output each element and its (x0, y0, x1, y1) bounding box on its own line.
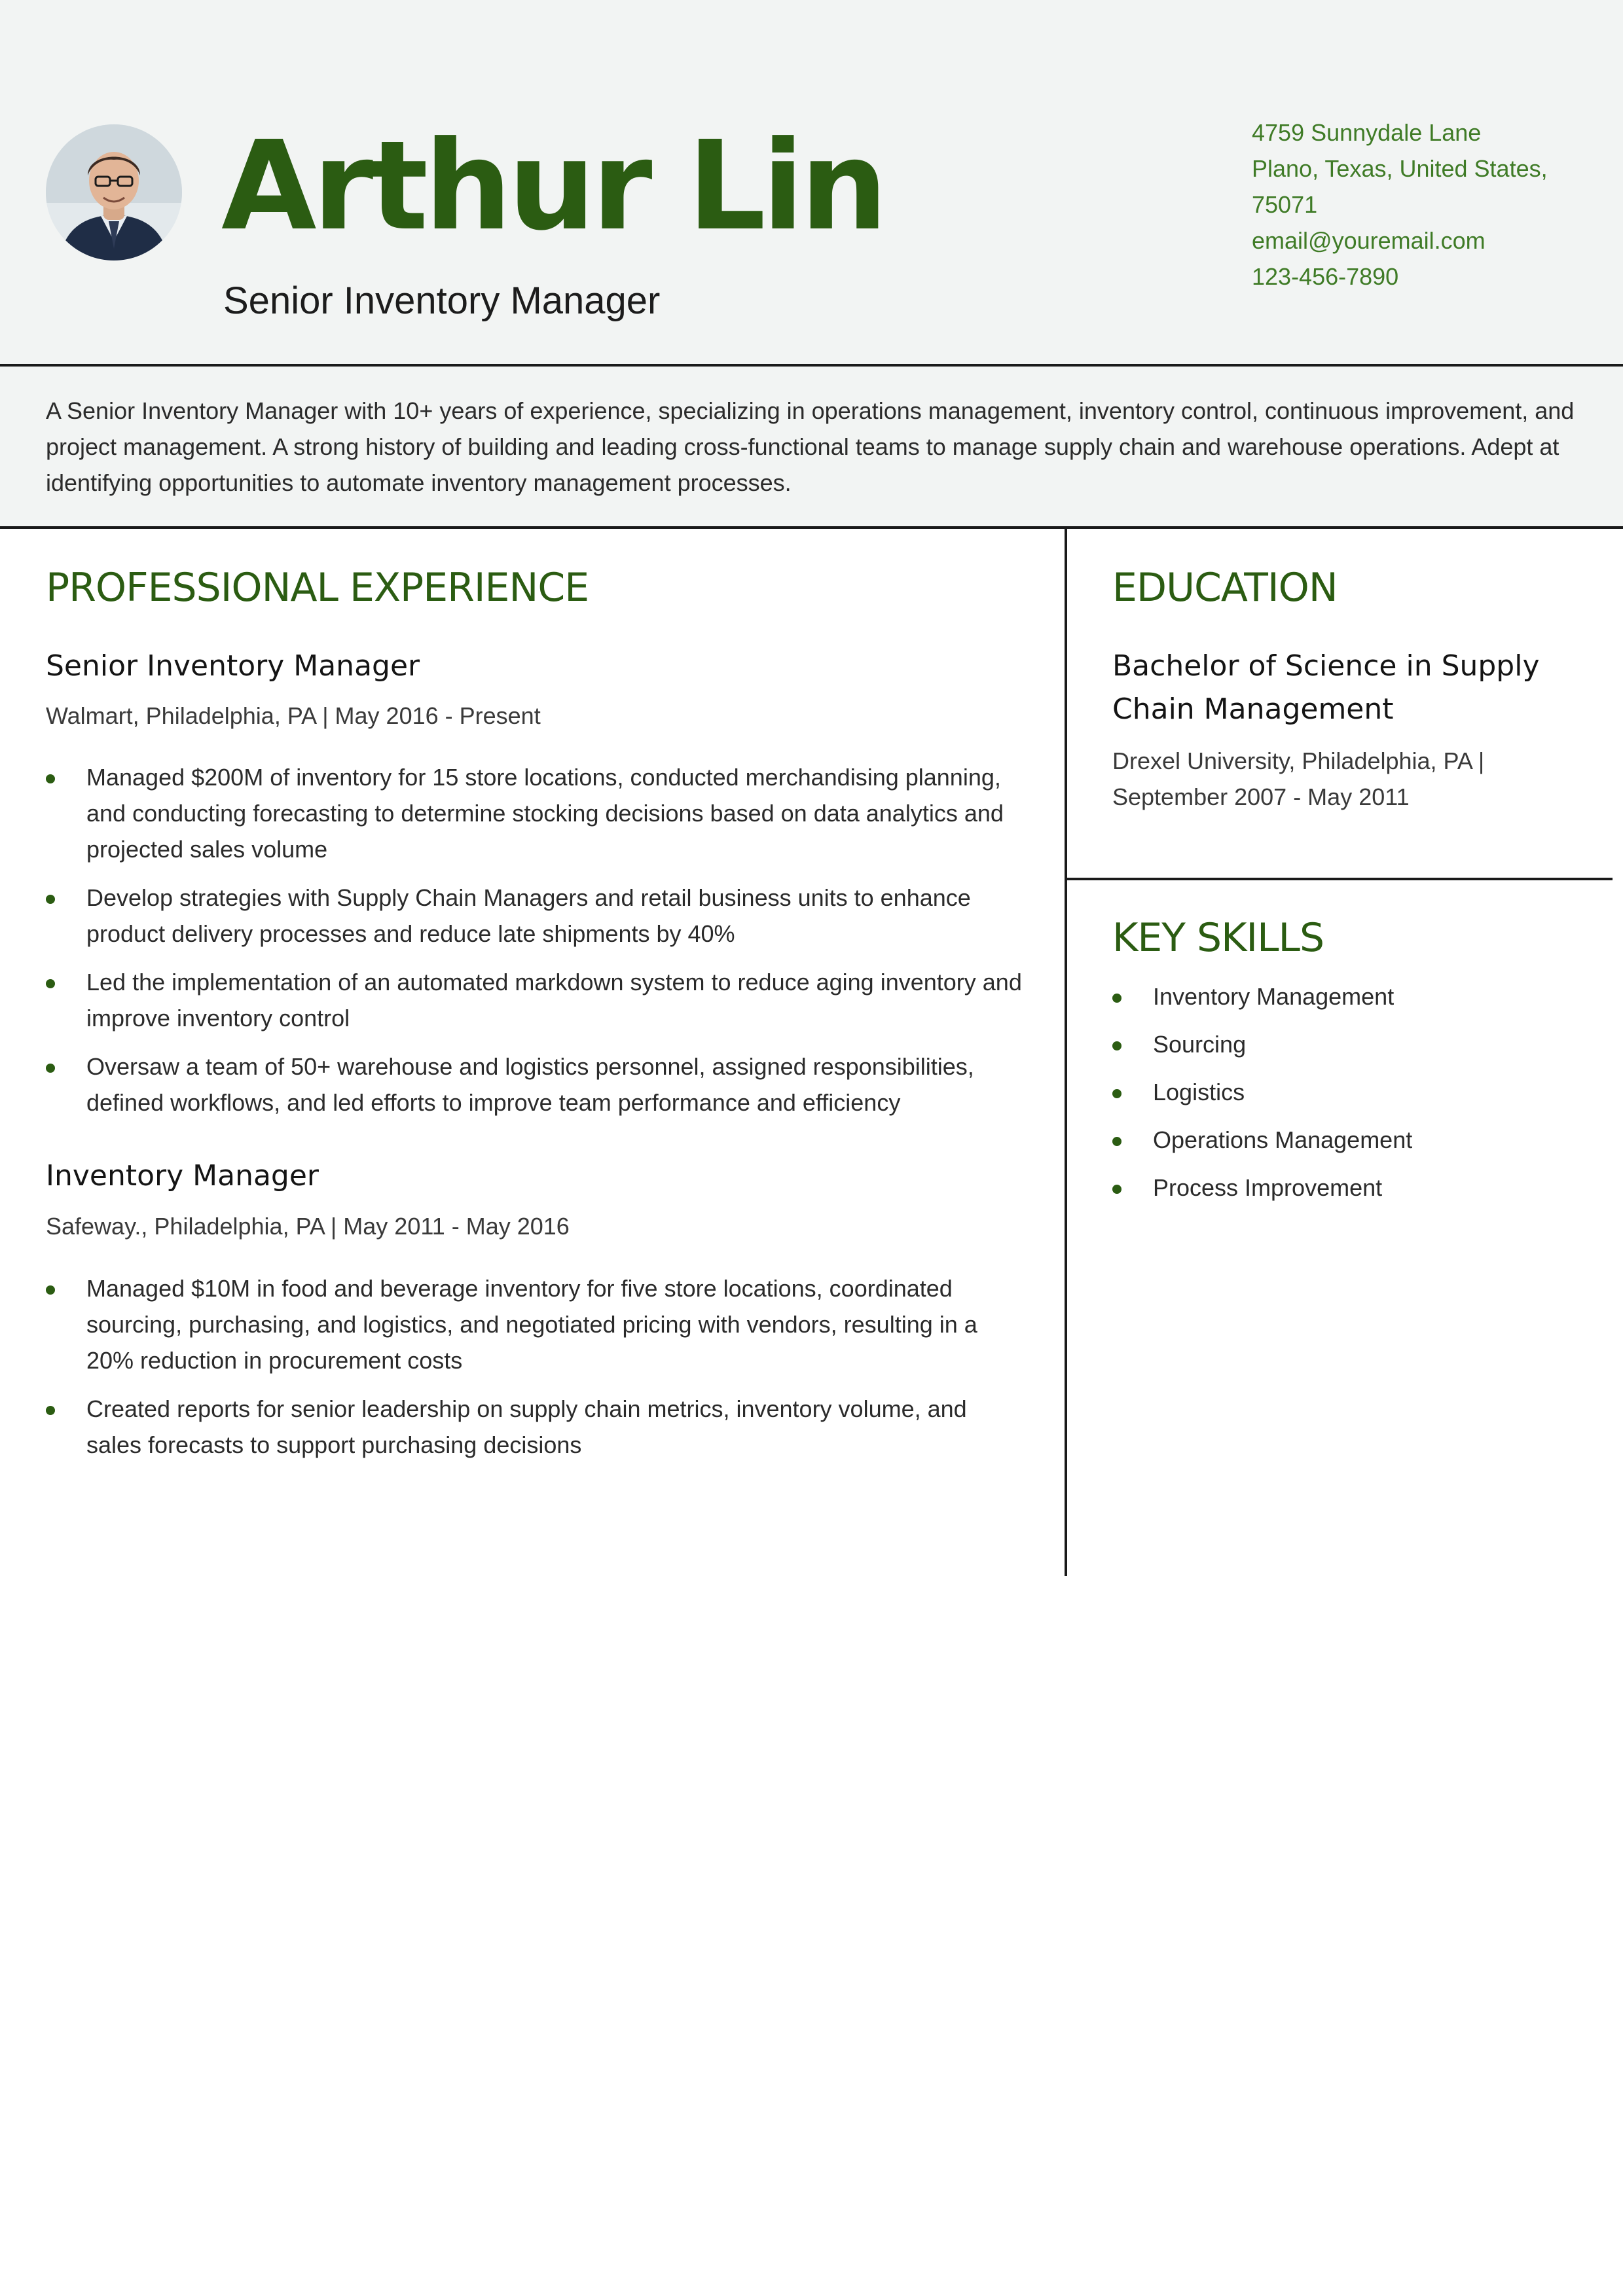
skills-heading: KEY SKILLS (1112, 915, 1324, 961)
address-line-2: Plano, Texas, United States, (1252, 155, 1548, 182)
job-role: Inventory Manager (46, 1159, 319, 1193)
list-item (46, 1270, 1028, 1378)
section-divider (1067, 878, 1613, 880)
contact-info (1252, 115, 1566, 295)
skills-list (1112, 978, 1571, 1206)
bullet-text: Created reports for senior leadership on supply chain metrics, inventory volume, and sales forecasts to support purchasing decisions (86, 1395, 967, 1458)
education-meta: Drexel University, Philadelphia, PA | September 2007 - May 2011 (1112, 747, 1485, 810)
address-line-3: 75071 (1252, 191, 1318, 218)
bullet-icon (46, 979, 55, 988)
bullet-icon (1112, 1185, 1122, 1194)
bullet-icon (1112, 1137, 1122, 1146)
bullet-text: Managed $200M of inventory for 15 store locations, conducted merchandising planning, and conducting forecasting to determine stocking decisions based on data analytics and projected sales volume (86, 764, 1004, 863)
bullet-icon (46, 1064, 55, 1073)
profile-photo (46, 124, 182, 260)
bullet-text: Managed $10M in food and beverage inventory for five store locations, coordinated sourcing, purchasing, and logistics, and negotiated pricing with vendors, resulting in a 20% reduction in procurement costs (86, 1275, 977, 1374)
skill-label: Process Improvement (1153, 1174, 1383, 1201)
job-meta: Safeway., Philadelphia, PA | May 2011 - May 2016 (46, 1213, 570, 1240)
address-line-1: 4759 Sunnydale Lane (1252, 119, 1482, 146)
list-item (1112, 1074, 1571, 1110)
bullet-text: Led the implementation of an automated markdown system to reduce aging inventory and improve inventory control (86, 969, 1022, 1031)
job-bullets (46, 759, 1028, 1121)
resume-header (0, 0, 1623, 367)
experience-heading: PROFESSIONAL EXPERIENCE (46, 565, 589, 611)
phone-number: 123-456-7890 (1252, 263, 1399, 290)
bullet-icon (1112, 994, 1122, 1003)
list-item (46, 964, 1028, 1036)
column-divider (1065, 529, 1067, 1576)
list-item (46, 759, 1028, 867)
degree-title: Bachelor of Science in Supply Chain Management (1112, 649, 1540, 726)
job-meta: Walmart, Philadelphia, PA | May 2016 - Present (46, 702, 541, 729)
bullet-text: Oversaw a team of 50+ warehouse and logistics personnel, assigned responsibilities, defined workflows, and led efforts to improve team performance and efficiency (86, 1053, 974, 1116)
bullet-icon (1112, 1041, 1122, 1050)
summary-section (0, 367, 1623, 529)
bullet-icon (1112, 1089, 1122, 1098)
candidate-title: Senior Inventory Manager (223, 279, 661, 322)
bullet-text: Develop strategies with Supply Chain Managers and retail business units to enhance product delivery processes and reduce late shipments by 40% (86, 884, 971, 947)
list-item (1112, 1170, 1571, 1206)
job-bullets (46, 1270, 1028, 1463)
bullet-icon (46, 1285, 55, 1295)
list-item (1112, 978, 1571, 1014)
candidate-name: Arthur Lin (221, 115, 884, 258)
list-item (1112, 1122, 1571, 1158)
summary-text: A Senior Inventory Manager with 10+ years of experience, specializing in operations management, inventory control, continuous improvement, and project management. A strong history of building and leading cross-functional teams to manage supply chain and warehouse operations. Adept at identifying opportunities to automate inventory management processes. (46, 397, 1575, 496)
job-role: Senior Inventory Manager (46, 649, 420, 683)
bullet-icon (46, 895, 55, 904)
email-link[interactable]: email@youremail.com (1252, 227, 1486, 254)
education-heading: EDUCATION (1112, 565, 1338, 611)
list-item (46, 1391, 1028, 1463)
list-item (1112, 1026, 1571, 1062)
bullet-icon (46, 774, 55, 783)
skill-label: Operations Management (1153, 1126, 1413, 1153)
skill-label: Inventory Management (1153, 983, 1395, 1010)
skill-label: Logistics (1153, 1079, 1245, 1105)
list-item (46, 880, 1028, 952)
profile-photo-image (46, 124, 182, 260)
bullet-icon (46, 1406, 55, 1415)
list-item (46, 1049, 1028, 1121)
skill-label: Sourcing (1153, 1031, 1247, 1058)
